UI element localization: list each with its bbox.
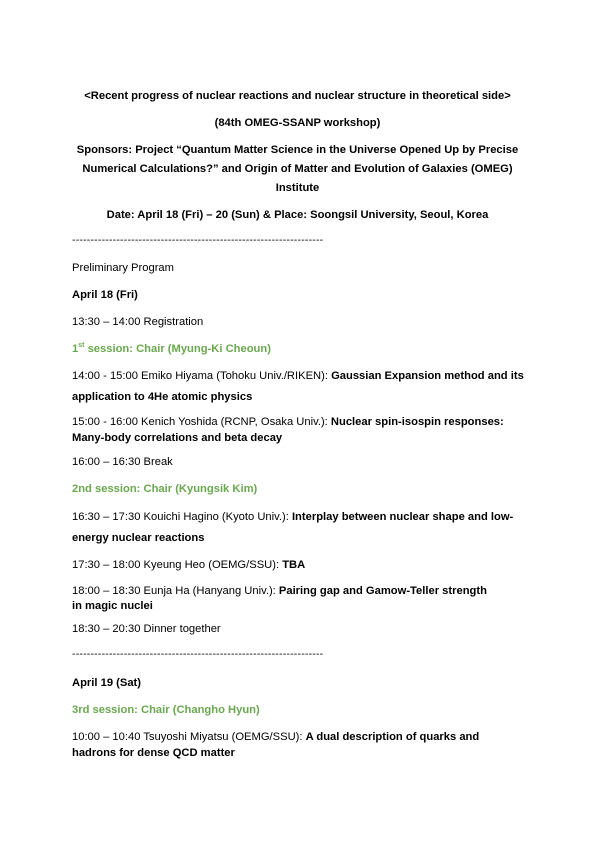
session1-number: 1 bbox=[72, 343, 79, 355]
sponsors-line-1: Sponsors: Project “Quantum Matter Science in the Universe Opened Up by Precise bbox=[76, 144, 519, 156]
dinner-item: 18:30 – 20:30 Dinner together bbox=[72, 623, 221, 635]
session1-heading bbox=[72, 339, 525, 359]
session3-heading: 3rd session: Chair (Changho Hyun) bbox=[72, 704, 260, 716]
talk-hagino bbox=[72, 507, 525, 549]
workshop-number: (84th OMEG-SSANP workshop) bbox=[214, 117, 381, 129]
separator-line: -------------------------------------------------------------------- bbox=[72, 234, 324, 246]
session1-suffix: st bbox=[78, 342, 85, 349]
program-label: Preliminary Program bbox=[72, 262, 174, 274]
workshop-title: <Recent progress of nuclear reactions and nuclear structure in theoretical side> bbox=[84, 90, 511, 102]
talk-title: A dual description of quarks and hadrons for dense QCD matter bbox=[72, 731, 480, 759]
break-item: 16:00 – 16:30 Break bbox=[72, 456, 173, 468]
talk-time-speaker: 10:00 – 10:40 Tsuyoshi Miyatsu (OEMG/SSU): bbox=[72, 731, 306, 743]
talk-hiyama bbox=[72, 366, 525, 408]
talk-time-speaker: 18:00 – 18:30 Eunja Ha (Hanyang Univ.): bbox=[72, 585, 279, 597]
talk-title: Nuclear spin-isospin responses: Many-body correlations and beta decay bbox=[72, 416, 504, 444]
talk-ha-title-line-2: in magic nuclei bbox=[72, 600, 153, 612]
date-place: Date: April 18 (Fri) – 20 (Sun) & Place: Soongsil University, Seoul, Korea bbox=[106, 209, 489, 221]
talk-miyatsu bbox=[72, 729, 525, 761]
day1-date: April 18 (Fri) bbox=[72, 289, 138, 301]
talk-title-line-1: Pairing gap and Gamow-Teller strength bbox=[278, 585, 487, 597]
day2-date: April 19 (Sat) bbox=[72, 677, 142, 689]
session1-chair: session: Chair (Myung-Ki Cheoun) bbox=[84, 343, 271, 355]
talk-time-speaker: 16:30 – 17:30 Kouichi Hagino (Kyoto Univ.): bbox=[72, 511, 292, 523]
registration-item: 13:30 – 14:00 Registration bbox=[72, 316, 204, 328]
talk-time-speaker: 14:00 - 15:00 Emiko Hiyama (Tohoku Univ./RIKEN): bbox=[72, 370, 332, 382]
talk-time-speaker: 17:30 – 18:00 Kyeung Heo (OEMG/SSU): bbox=[72, 559, 283, 571]
sponsors-line-2: Numerical Calculations?” and Origin of Matter and Evolution of Galaxies (OMEG) bbox=[82, 163, 513, 175]
session2-heading: 2nd session: Chair (Kyungsik Kim) bbox=[72, 483, 258, 495]
talk-yoshida bbox=[72, 414, 525, 446]
talk-heo bbox=[72, 555, 525, 575]
talk-title: TBA bbox=[282, 559, 306, 571]
talk-time-speaker: 15:00 - 16:00 Kenich Yoshida (RCNP, Osaka Univ.): bbox=[72, 416, 331, 428]
talk-title: Gaussian Expansion method and its application to 4He atomic physics bbox=[72, 370, 524, 403]
sponsors-line-3: Institute bbox=[275, 182, 320, 194]
talk-title: Interplay between nuclear shape and low-energy nuclear reactions bbox=[72, 511, 514, 544]
separator-line: -------------------------------------------------------------------- bbox=[72, 648, 324, 660]
